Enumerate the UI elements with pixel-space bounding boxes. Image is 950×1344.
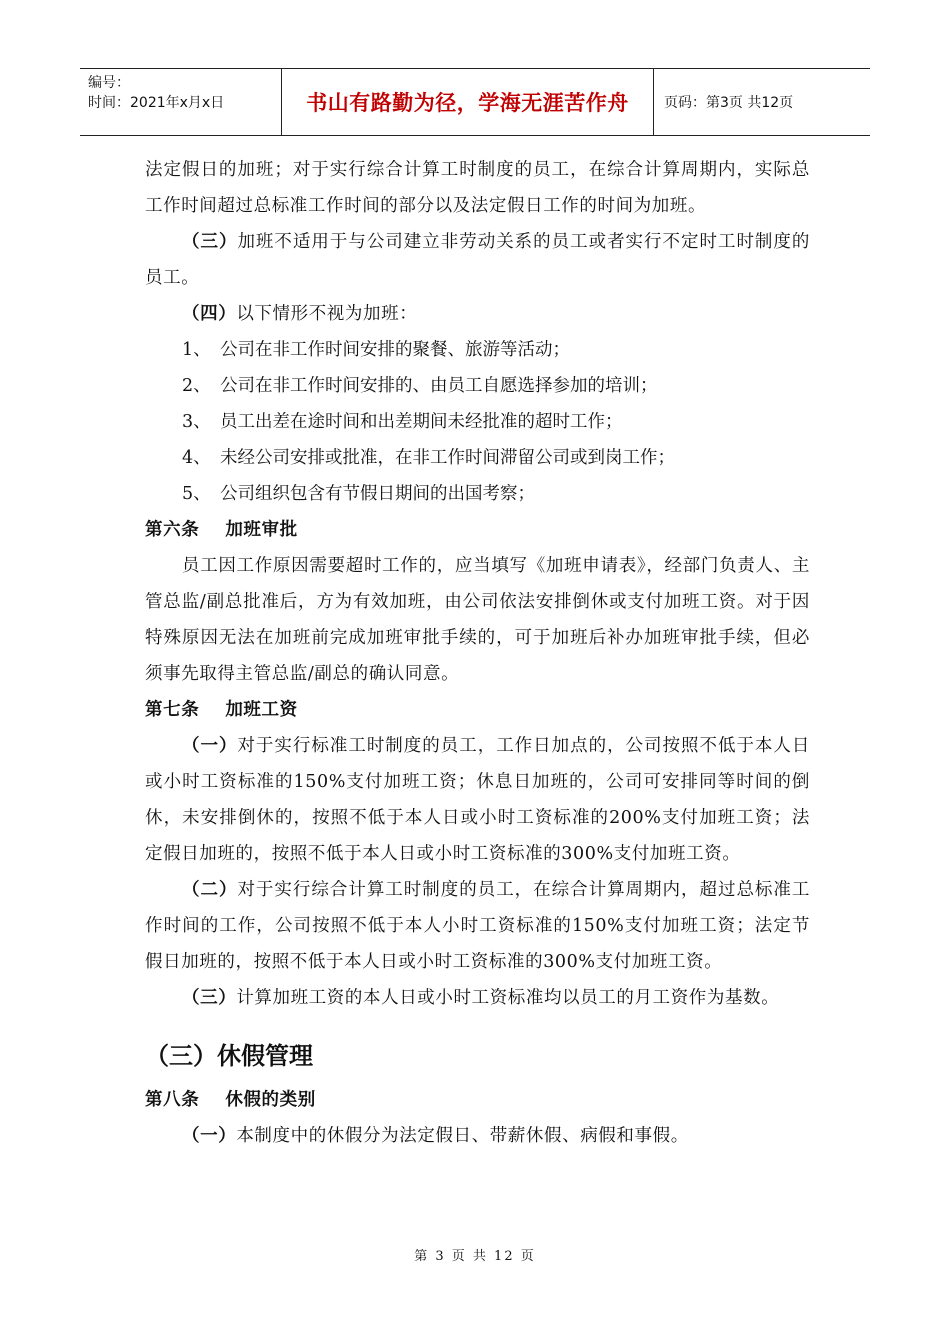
list-item (145, 476, 810, 512)
clause-number: （三） (182, 232, 238, 252)
list-item-number: 5、 (182, 484, 211, 504)
article-number: 第六条 (145, 520, 200, 540)
document-body (145, 152, 810, 1154)
page-header (80, 68, 870, 136)
article-title: 加班工资 (225, 700, 298, 720)
article-title: 加班审批 (225, 520, 298, 540)
list-item-number: 1、 (182, 340, 211, 360)
list-item-text: 未经公司安排或批准，在非工作时间滞留公司或到岗工作； (220, 448, 675, 468)
clause-text: 计算加班工资的本人日或小时工资标准均以员工的月工资作为基数。 (236, 988, 780, 1008)
list-item-number: 3、 (182, 412, 211, 432)
clause-number: （四） (182, 304, 237, 324)
paragraph (145, 224, 810, 296)
paragraph: 员工因工作原因需要超时工作的，应当填写《加班申请表》，经部门负责人、主管总监/副总批准后，方为有效加班，由公司依法安排倒休或支付加班工资。对于因特殊原因无法在加班前完成加班审批手续的，可于加班后补办加班审批手续，但必须事先取得主管总监/副总的确认同意。 (145, 556, 810, 684)
section-heading: （三）休假管理 (145, 1042, 313, 1070)
header-page-number: 页码：第3页 共12页 (664, 95, 794, 111)
list-item-number: 2、 (182, 376, 211, 396)
list-item-text: 公司在非工作时间安排的、由员工自愿选择参加的培训； (220, 376, 658, 396)
document-number-label: 编号： (88, 75, 130, 91)
article-heading (145, 512, 810, 548)
list-item-number: 4、 (182, 448, 211, 468)
header-meta (80, 69, 282, 135)
clause-number: （三） (182, 988, 237, 1008)
article-number: 第八条 (145, 1090, 200, 1110)
paragraph (145, 728, 810, 872)
page-footer: 第 3 页 共 12 页 (414, 1249, 536, 1264)
article-heading (145, 1082, 810, 1118)
clause-text: 本制度中的休假分为法定假日、带薪休假、病假和事假。 (236, 1126, 689, 1146)
paragraph (145, 872, 810, 980)
header-motto: 书山有路勤为径，学海无涯苦作舟 (282, 69, 654, 135)
clause-text: 对于实行标准工时制度的员工，工作日加点的，公司按照不低于本人日或小时工资标准的150%支付加班工资；休息日加班的，公司可安排同等时间的倒休，未安排倒休的，按照不低于本人日或小时工资标准的200%支付加班工资；法定假日加班的，按照不低于本人日或小时工资标准的300%支付加班工资。 (145, 736, 810, 864)
clause-text: 以下情形不视为加班： (236, 304, 418, 324)
list-item-text: 员工出差在途时间和出差期间未经批准的超时工作； (220, 412, 623, 432)
list-item (145, 368, 810, 404)
paragraph (145, 296, 810, 332)
list-item (145, 404, 810, 440)
paragraph: 法定假日的加班；对于实行综合计算工时制度的员工，在综合计算周期内，实际总工作时间超过总标准工作时间的部分以及法定假日工作的时间为加班。 (145, 160, 810, 216)
list-item (145, 332, 810, 368)
article-heading (145, 692, 810, 728)
exclusion-list (145, 332, 810, 512)
list-item-text: 公司在非工作时间安排的聚餐、旅游等活动； (220, 340, 570, 360)
list-item-text: 公司组织包含有节假日期间的出国考察； (220, 484, 535, 504)
article-title: 休假的类别 (225, 1090, 316, 1110)
article-number: 第七条 (145, 700, 200, 720)
clause-text: 对于实行综合计算工时制度的员工，在综合计算周期内，超过总标准工作时间的工作，公司按照不低于本人小时工资标准的150%支付加班工资；法定节假日加班的，按照不低于本人日或小时工资标准的300%支付加班工资。 (145, 880, 810, 972)
list-item (145, 440, 810, 476)
clause-number: （一） (182, 1126, 237, 1146)
clause-number: （一） (182, 736, 238, 756)
paragraph (145, 980, 810, 1016)
document-date-label: 时间：2021年x月x日 (88, 95, 225, 111)
clause-text: 加班不适用于与公司建立非劳动关系的员工或者实行不定时工时制度的员工。 (145, 232, 810, 288)
clause-number: （二） (182, 880, 238, 900)
paragraph (145, 1118, 810, 1154)
